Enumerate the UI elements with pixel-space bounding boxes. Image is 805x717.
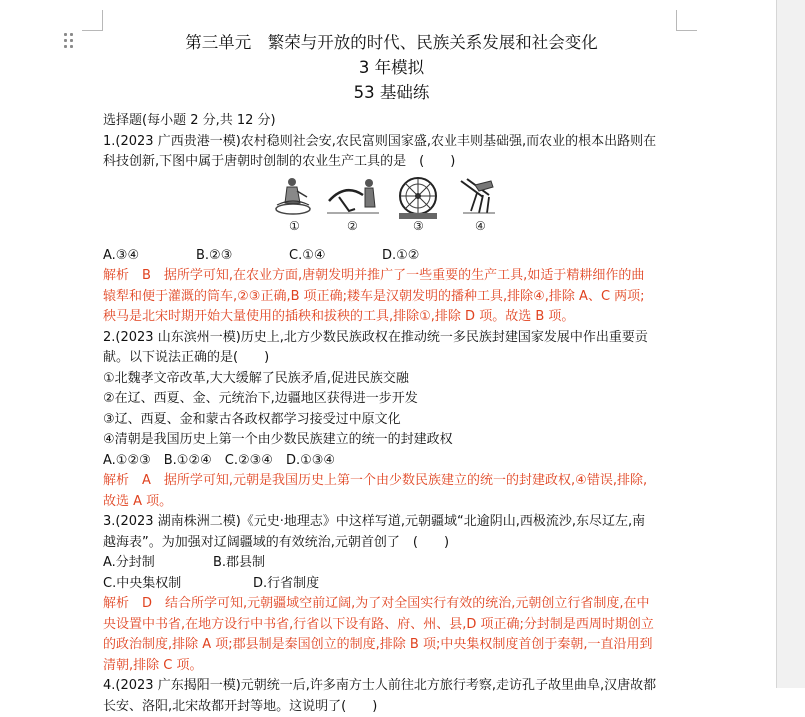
- q1-analysis-line1: 解析 B 据所学可知,在农业方面,唐朝发明并推广了一些重要的生产工具,如适于精耕细作的曲: [103, 266, 680, 287]
- q1-stem-line2: 科技创新,下图中属于唐朝时创制的农业生产工具的是 ( ): [103, 152, 680, 173]
- q3-stem-line2: 越海表”。为加强对辽阔疆域的有效统治,元朝首创了 ( ): [103, 533, 680, 554]
- page-corner-mark-left: [82, 10, 103, 31]
- q1-analysis-line3: 秧马是北宋时期开始大量使用的插秧和拔秧的工具,排除①,排除 D 项。故选 B 项。: [103, 307, 680, 328]
- pic-label-3: ③: [413, 219, 424, 233]
- q3-option-d: D.行省制度: [253, 574, 319, 595]
- q1-option-d: D.①②: [382, 246, 419, 267]
- seed-drill-image: [453, 175, 499, 217]
- q2-analysis-line1: 解析 A 据所学可知,元朝是我国历史上第一个由少数民族建立的统一的封建政权,④错误,排除,: [103, 471, 680, 492]
- q3-option-a: A.分封制: [103, 553, 213, 574]
- pic-label-1: ①: [289, 219, 300, 233]
- q3-options-row1: [103, 553, 680, 574]
- water-wheel-image: [395, 175, 441, 221]
- q2-stem-line1: 2.(2023 山东滨州一模)历史上,北方少数民族政权在推动统一多民族封建国家发展中作出重要贡: [103, 328, 680, 349]
- subtitle-3yr: 3 年模拟: [103, 55, 680, 80]
- q1-stem-line1: 1.(2023 广西贵港一模)农村稳则社会安,农民富则国家盛,农业丰则基础强,而农业的根本出路则在: [103, 132, 680, 153]
- q2-item-1: ①北魏孝文帝改革,大大缓解了民族矛盾,促进民族交融: [103, 369, 680, 390]
- q3-analysis-line3: 的政治制度,排除 A 项;郡县制是秦国创立的制度,排除 B 项;中央集权制度首创于秦朝,一直沿用到: [103, 635, 680, 656]
- q3-analysis-line4: 清朝,排除 C 项。: [103, 656, 680, 677]
- q2-options: A.①②③ B.①②④ C.②③④ D.①③④: [103, 451, 680, 472]
- unit-title: 第三单元 繁荣与开放的时代、民族关系发展和社会变化: [103, 30, 680, 55]
- q3-analysis-line1: 解析 D 结合所学可知,元朝疆域空前辽阔,为了对全国实行有效的统治,元朝创立行省制度,在中: [103, 594, 680, 615]
- pic-label-4: ④: [475, 219, 486, 233]
- q3-analysis-line2: 央设置中书省,在地方设行中书省,行省以下设有路、府、州、县,D 项正确;分封制是西周时期创立: [103, 615, 680, 636]
- q2-item-4: ④清朝是我国历史上第一个由少数民族建立的统一的封建政权: [103, 430, 680, 451]
- curved-plow-image: [325, 175, 381, 217]
- pic-label-2: ②: [347, 219, 358, 233]
- q1-option-c: C.①④: [289, 246, 382, 267]
- q3-stem-line1: 3.(2023 湖南株洲二模)《元史·地理志》中这样写道,元朝疆域“北逾阴山,西极流沙,东尽辽左,南: [103, 512, 680, 533]
- q3-option-c: C.中央集权制: [103, 574, 253, 595]
- q2-stem-line2: 献。以下说法正确的是( ): [103, 348, 680, 369]
- drag-handle-icon[interactable]: [64, 33, 76, 49]
- q3-options-row2: [103, 574, 680, 595]
- q4-stem-line1: 4.(2023 广东揭阳一模)元朝统一后,许多南方士人前往北方旅行考察,走访孔子故里曲阜,汉唐故都: [103, 676, 680, 697]
- subtitle-53: 53 基础练: [103, 80, 680, 105]
- q1-options: [103, 246, 680, 267]
- q1-option-b: B.②③: [196, 246, 289, 267]
- q4-stem-line2: 长安、洛阳,北宋故都开封等地。这说明了( ): [103, 697, 680, 717]
- seedling-horse-image: [273, 175, 313, 217]
- page-corner-mark-right: [676, 10, 697, 31]
- q3-option-b: B.郡县制: [213, 553, 265, 574]
- q2-item-3: ③辽、西夏、金和蒙古各政权都学习接受过中原文化: [103, 410, 680, 431]
- q1-option-a: A.③④: [103, 246, 196, 267]
- q1-analysis-line2: 辕犁和便于灌溉的筒车,②③正确,B 项正确;耧车是汉朝发明的播种工具,排除④,排除 A、C 两项;: [103, 287, 680, 308]
- q2-analysis-line2: 故选 A 项。: [103, 492, 680, 513]
- section-heading: 选择题(每小题 2 分,共 12 分): [103, 111, 680, 132]
- q1-tool-images: [103, 175, 680, 235]
- window-right-margin: [776, 0, 805, 688]
- document-content: [103, 30, 680, 717]
- q2-item-2: ②在辽、西夏、金、元统治下,边疆地区获得进一步开发: [103, 389, 680, 410]
